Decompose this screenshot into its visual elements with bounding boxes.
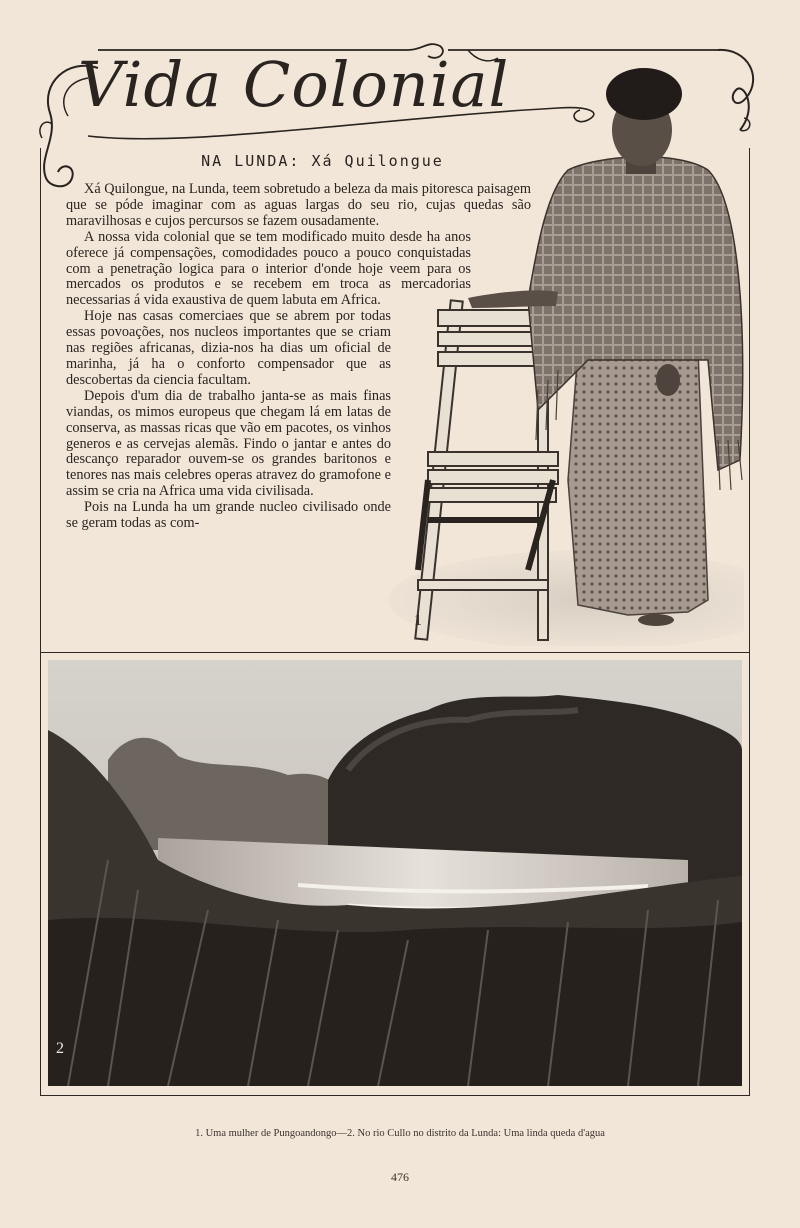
photo1-number: 1 [414,612,422,629]
masthead-title: Vida Colonial [78,48,510,121]
article-paragraph: Depois d'um dia de trabalho janta-se as mais finas viandas, os mimos europeus que chegam lá em latas de conserva, as massas ricas que vão em pacotes, os vinhos generos e as cervejas alemãs. Findo o jantar e antes do descanço reparador ouvem-se os grandes baritonos e tenores nas mais celebres operas atravez do gramofone e assim se cria na Africa uma vida civilisada. [66,387,391,500]
article-paragraph: A nossa vida colonial que se tem modificado muito desde ha anos oferece já compensações, comodidades pouco a pouco conquistadas com a penetração logica para o interior d'onde hoje veem para os mercados os produtos e se recebem em troca as mercadorias necessarias á vida exaustiva de quem labuta em Africa. [66,228,471,309]
page-number: 476 [391,1170,409,1184]
article-paragraph: Pois na Lunda ha um grande nucleo civilisado onde se geram todas as com- [66,499,391,532]
photo-river-waterfall [48,660,742,1086]
photo2-number: 2 [56,1040,64,1057]
article-body [66,182,531,532]
frame-divider [40,652,750,653]
article-paragraph: Xá Quilongue, na Lunda, teem sobretudo a beleza da mais pitoresca paisagem que se póde imaginar com as aguas largas do seu rio, cujas quedas são maravilhosas e cujos percursos se fazem ousadamente. [66,181,531,229]
article-paragraph: Hoje nas casas comerciaes que se abrem por todas essas povoações, nos nucleos importantes que se criam nas regiões africanas, dizia-nos ha dias um oficial de marinha, já ha o conforto compensador que as descobertas da ciencia facultam. [66,308,391,388]
article-subtitle: NA LUNDA: Xá Quilongue [201,152,444,170]
photo-caption: 1. Uma mulher de Pungoandongo—2. No rio Cullo no distrito da Lunda: Uma linda queda d'agua [195,1128,605,1139]
